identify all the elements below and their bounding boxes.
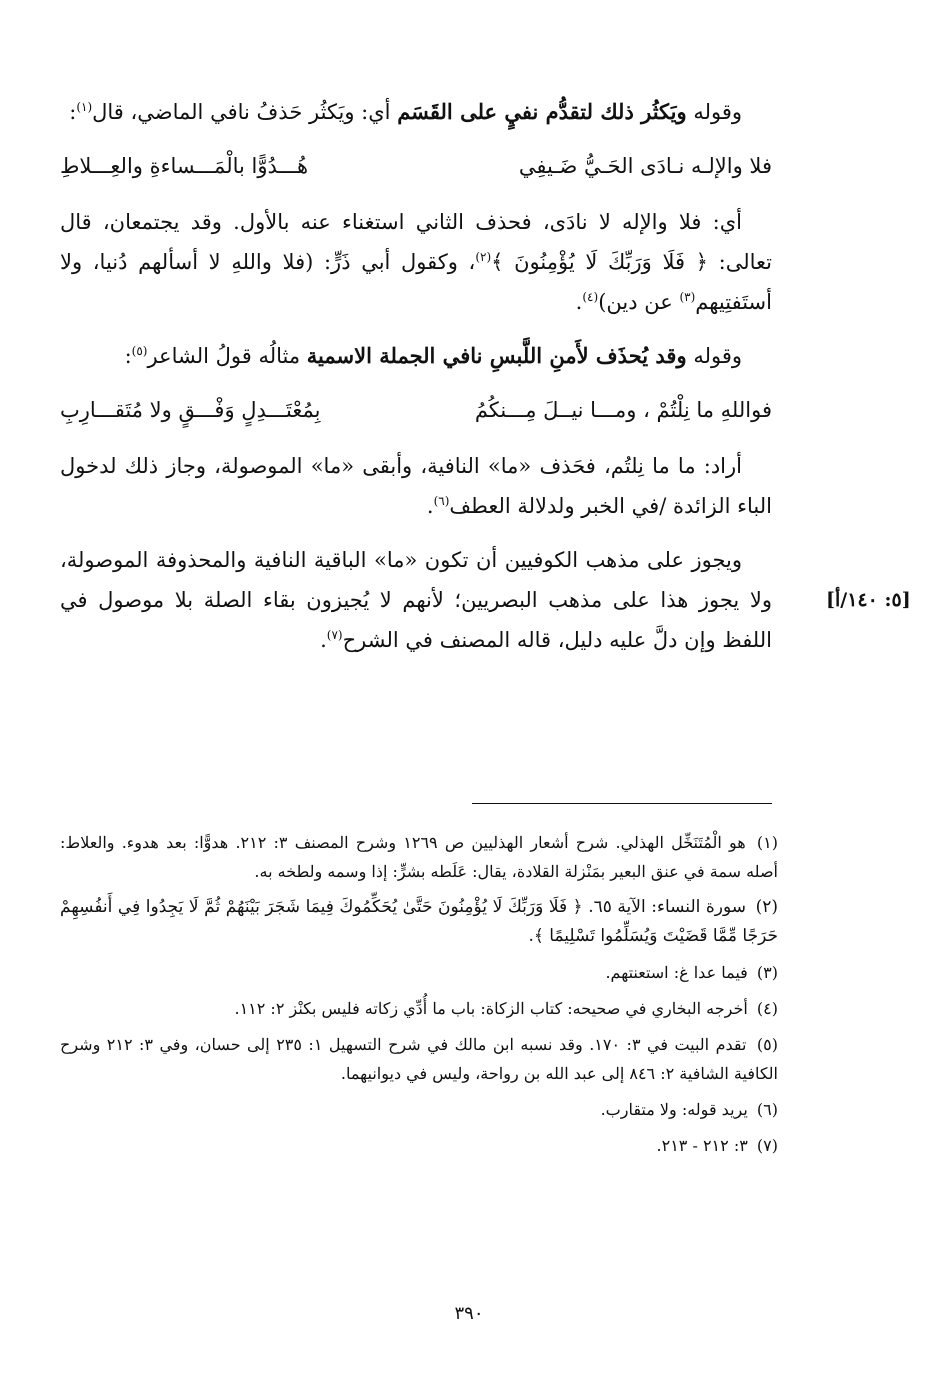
footnote-text: أخرجه البخاري في صحيحه: كتاب الزكاة: باب ما أُدِّي زكاته فليس بكنْز ٢: ١١٢. <box>234 999 748 1018</box>
verse-first-hemistich: فواللهِ ما نِلْتُمْ ، ومـــا نيــلَ مِـــنكُمُ <box>474 398 772 422</box>
paragraph-1 <box>60 92 772 132</box>
footnote-ref[interactable]: (٢) <box>475 250 492 264</box>
bold-quote: ويَكثُر ذلك لتقدُّم نفيٍ على القَسَم <box>397 99 687 124</box>
verse-second-hemistich: بِمُعْتَـــدِلٍ وَفْـــقٍ ولا مُتَقـــارِبِ <box>60 398 321 422</box>
text: أراد: ما ما نِلتُم، فحَذف «ما» النافية، وأبقى «ما» الموصولة، وجاز ذلك لدخول الباء الزائدة /في الخبر ولدلالة العطف <box>60 454 772 518</box>
footnote-item <box>60 1131 778 1160</box>
footnote-text: هو الْمُتَنَخِّل الهذلي. شرح أشعار الهذليين ص ١٢٦٩ وشرح المصنف ٣: ٢١٢. هدوًّا: بعد هدوء. والعلاط: أصله سمة في عنق البعير بمَنْزلة القلادة، يقال: عَلَطه بشرٍّ: إذا وسمه ولطخه به. <box>60 833 778 881</box>
footnote-text: سورة النساء: الآية ٦٥. ﴿ فَلَا وَرَبِّكَ لَا يُؤْمِنُونَ حَتَّىٰ يُحَكِّمُوكَ فِيمَا شَجَرَ بَيْنَهُمْ ثُمَّ لَا يَجِدُوا فِي أَنفُسِهِمْ حَرَجًا مِّمَّا قَضَيْتَ وَيُسَلِّمُوا تَسْلِيمًا ﴾. <box>60 897 778 946</box>
text: . <box>575 290 583 314</box>
footnote-text: تقدم البيت في ٣: ١٧٠. وقد نسبه ابن مالك في شرح التسهيل ١: ٢٣٥ إلى حسان، وفي ٣: ٢١٢ وشرح الكافية الشافية ٢: ٨٤٦ إلى عبد الله بن رواحة، وليس في ديوانيهما. <box>60 1035 778 1083</box>
footnote-number: (٢) <box>755 897 779 917</box>
footnote-number: (٦) <box>756 1100 778 1119</box>
footnote-item <box>60 1030 778 1088</box>
footnote-number: (٣) <box>756 963 778 982</box>
text: أي: ويَكثُر حَذفُ نافي الماضي، قال <box>92 100 391 124</box>
footnote-item <box>60 958 778 987</box>
footnote-number: (٤) <box>756 999 778 1018</box>
footnote-ref[interactable]: (٥) <box>131 344 148 358</box>
footnote-ref[interactable]: (٣) <box>679 290 696 304</box>
footnote-ref[interactable]: (٦) <box>433 494 450 508</box>
footnote-ref[interactable]: (١) <box>76 100 93 114</box>
main-text <box>60 92 772 674</box>
footnote-item <box>60 994 778 1023</box>
page-number: ٣٩٠ <box>454 1303 484 1324</box>
paragraph-3 <box>60 336 772 376</box>
footnote-item <box>60 1095 778 1124</box>
verse-second-hemistich: هُـــدُوًّا بالْمَـــساءةِ والعِـــلاطِ <box>60 154 309 178</box>
footnote-text: يريد قوله: ولا متقارب. <box>600 1100 748 1119</box>
text: وقوله <box>693 344 742 368</box>
footnote-text: ٣: ٢١٢ - ٢١٣. <box>656 1136 748 1155</box>
text: وقوله <box>693 100 742 124</box>
footnote-text: فيما عدا غ: استعنتهم. <box>605 963 748 982</box>
footnote-ref[interactable]: (٤) <box>582 290 599 304</box>
manuscript-folio-reference: [٥: ١٤٠/أ] <box>826 589 911 611</box>
footnote-item <box>60 828 778 886</box>
text: . <box>426 494 434 518</box>
footnote-number: (١) <box>756 833 778 852</box>
text: عن دين) <box>598 290 680 314</box>
paragraph-2 <box>60 202 772 322</box>
bold-quote: وقد يُحذَف لأَمنِ اللَّبسِ نافي الجملة الاسمية <box>306 343 687 368</box>
poetry-verse-2 <box>60 390 772 430</box>
footnote-number: (٧) <box>756 1136 778 1155</box>
text: مثالُه قولُ الشاعر <box>147 344 301 368</box>
text: : <box>124 344 132 368</box>
footnote-number: (٥) <box>756 1035 779 1054</box>
text: : <box>69 100 77 124</box>
verse-first-hemistich: فلا والإلـه نـادَى الحَـيُّ ضَـيفِي <box>518 154 772 178</box>
poetry-verse-1 <box>60 146 772 186</box>
text: أي: فلا والإله لا نادَى، فحذف الثاني استغناء عنه بالأول. وقد يجتمعان، قال تعالى: ﴿ فَلَا وَرَبِّكَ لَا يُؤْمِنُونَ ﴾ <box>60 210 772 274</box>
paragraph-4 <box>60 446 772 526</box>
text: ، وكقول أبي ذَرٍّ: (فلا واللهِ لا أسألهم دُنيا، ولا أستَفتِيهم <box>60 250 772 314</box>
paragraph-5 <box>60 540 772 660</box>
footnotes <box>60 828 778 1167</box>
footnote-ref[interactable]: (٧) <box>326 628 343 642</box>
footnote-separator <box>472 803 772 804</box>
text: . <box>320 628 327 652</box>
text: ويجوز على مذهب الكوفيين أن تكون «ما» الباقية النافية والمحذوفة الموصولة، ولا يجوز هذا على مذهب البصريين؛ لأنهم لا يُجيزون بقاء الصلة بلا موصول في اللفظ وإن دلَّ عليه دليل، قاله المصنف في الشرح <box>60 548 772 652</box>
footnote-item <box>60 893 778 951</box>
